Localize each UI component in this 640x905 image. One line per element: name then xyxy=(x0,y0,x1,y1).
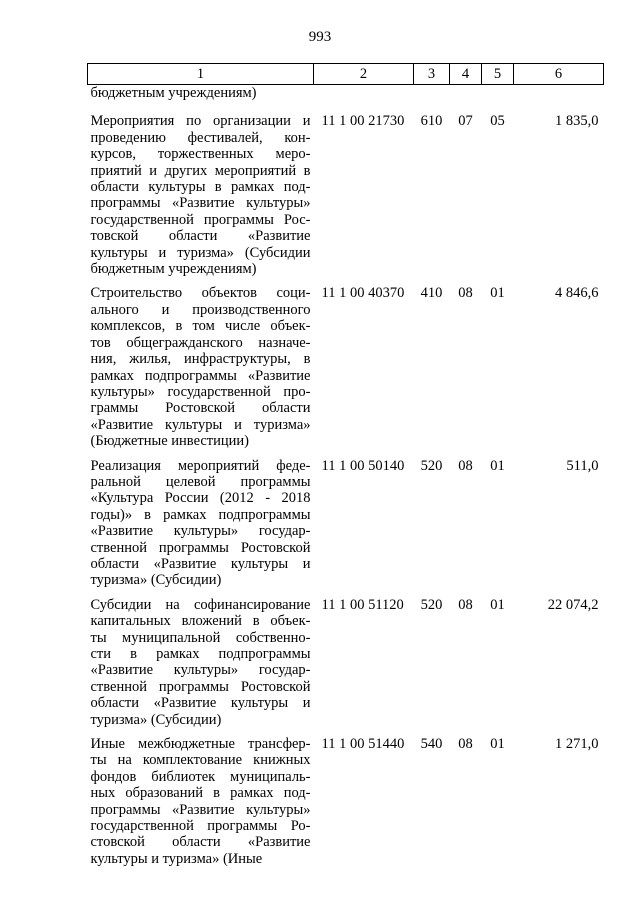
continued-text: бюджетным учреждениям) xyxy=(90,85,257,101)
description-line: ального и производственного xyxy=(90,301,311,318)
table-row xyxy=(88,285,604,457)
table-row-continued xyxy=(88,85,604,114)
column-header: 3 xyxy=(414,64,450,85)
description-line: ных образований в рамках под- xyxy=(90,785,311,802)
row-description xyxy=(88,736,314,875)
row-section: 08 xyxy=(458,736,473,753)
description-line: сти в рамках подпрограммы xyxy=(90,646,311,662)
row-expense-type: 520 xyxy=(420,596,443,613)
table-row xyxy=(88,113,604,285)
row-section: 08 xyxy=(458,457,473,474)
description-line: проведению фестивалей, кон- xyxy=(90,129,311,146)
description-line: Иные межбюджетные трансфер- xyxy=(90,736,311,753)
column-header: 2 xyxy=(314,64,414,85)
row-code: 11 1 00 40370 xyxy=(321,285,405,302)
row-expense-type: 520 xyxy=(420,457,443,474)
description-line: комплексов, в том числе объек- xyxy=(90,318,311,335)
column-header: 4 xyxy=(450,64,482,85)
table-header xyxy=(88,64,604,85)
budget-table xyxy=(87,63,604,875)
description-line: области «Развитие культуры и xyxy=(90,555,311,572)
description-line: государственной программы Рос- xyxy=(90,211,311,228)
description-line: культуры и туризма» (Субсидии xyxy=(90,244,311,261)
description-line: ральной целевой программы xyxy=(90,473,311,490)
row-amount: 4 846,6 xyxy=(555,285,599,302)
column-header: 6 xyxy=(514,64,604,85)
description-line: Реализация мероприятий феде- xyxy=(90,457,311,474)
description-line: «Развитие культуры» государ- xyxy=(90,662,311,679)
description-line: Субсидии на софинансирование xyxy=(90,596,311,613)
description-line: годы)» в рамках подпрограммы xyxy=(90,506,311,523)
description-line: программы «Развитие культуры» xyxy=(90,801,311,818)
row-description xyxy=(88,113,314,285)
row-expense-type: 540 xyxy=(420,736,443,753)
description-line: бюджетным учреждениям) xyxy=(90,261,257,278)
row-section: 08 xyxy=(458,285,473,302)
description-line: приятий и других мероприятий в xyxy=(90,162,311,179)
row-subsection: 01 xyxy=(490,596,505,613)
description-line: (Бюджетные инвестиции) xyxy=(90,433,250,450)
description-line: ственной программы Ростовской xyxy=(90,678,311,695)
description-line: ты муниципальной собственно- xyxy=(90,629,311,646)
table-row xyxy=(88,458,604,597)
row-subsection: 01 xyxy=(490,457,505,474)
row-amount: 511,0 xyxy=(566,457,599,474)
row-subsection: 01 xyxy=(490,736,505,753)
page-number: 993 xyxy=(308,29,332,45)
row-code: 11 1 00 51120 xyxy=(321,596,404,613)
description-line: области «Развитие культуры и xyxy=(90,695,311,712)
description-line: Строительство объектов соци- xyxy=(90,285,311,302)
description-line: тов общегражданского назначе- xyxy=(90,334,311,351)
description-line: ты на комплектование книжных xyxy=(90,752,311,769)
row-description xyxy=(88,458,314,597)
row-section: 07 xyxy=(458,113,473,130)
row-amount: 22 074,2 xyxy=(547,596,599,613)
row-description xyxy=(88,597,314,736)
row-subsection: 01 xyxy=(490,285,505,302)
description-line: граммы Ростовской области xyxy=(90,400,311,417)
description-line: программы «Развитие культуры» xyxy=(90,195,311,212)
description-line: области культуры в рамках под- xyxy=(90,179,311,196)
description-line: «Развитие культуры» государ- xyxy=(90,523,311,540)
row-amount: 1 271,0 xyxy=(555,736,599,753)
row-code: 11 1 00 21730 xyxy=(321,113,405,130)
row-section: 08 xyxy=(458,596,473,613)
row-amount: 1 835,0 xyxy=(555,113,599,130)
row-code: 11 1 00 50140 xyxy=(321,457,405,474)
description-line: культуры и туризма» (Иные xyxy=(90,850,263,867)
description-line: туризма» (Субсидии) xyxy=(90,572,222,589)
table-row xyxy=(88,597,604,736)
description-line: товской области «Развитие xyxy=(90,228,311,245)
description-line: Мероприятия по организации и xyxy=(90,113,311,130)
description-line: культуры» государственной про- xyxy=(90,383,311,400)
row-expense-type: 610 xyxy=(420,113,443,130)
description-line: государственной программы Ро- xyxy=(90,818,311,835)
description-line: «Развитие культуры и туризма» xyxy=(90,416,311,433)
description-line: курсов, торжественных меро- xyxy=(90,146,311,163)
row-code: 11 1 00 51440 xyxy=(321,736,405,753)
row-description xyxy=(88,285,314,457)
row-subsection: 05 xyxy=(490,113,505,130)
table-row xyxy=(88,736,604,875)
description-line: капитальных вложений в объек- xyxy=(90,613,311,630)
column-header: 1 xyxy=(88,64,314,85)
description-line: стовской области «Развитие xyxy=(90,834,311,851)
description-line: туризма» (Субсидии) xyxy=(90,711,222,728)
description-line: ния, жилья, инфраструктуры, в xyxy=(90,351,311,368)
row-expense-type: 410 xyxy=(420,285,443,302)
description-line: рамках подпрограммы «Развитие xyxy=(90,367,311,384)
column-header: 5 xyxy=(482,64,514,85)
description-line: ственной программы Ростовской xyxy=(90,539,311,556)
description-line: «Культура России (2012 - 2018 xyxy=(90,490,311,507)
description-line: фондов библиотек муниципаль- xyxy=(90,768,311,785)
